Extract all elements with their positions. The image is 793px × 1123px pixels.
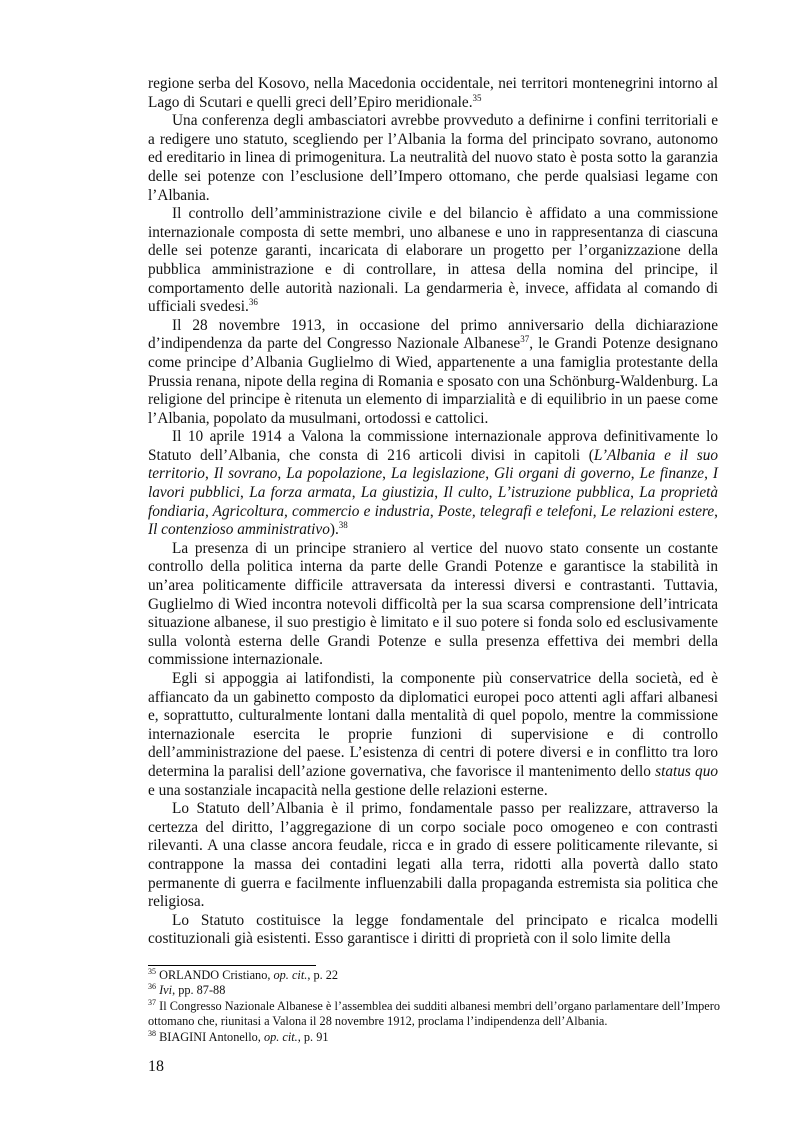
chapter-title: La proprietà fondiaria, Agricoltura, commercio e industria <box>148 484 719 520</box>
chapter-title: Le finanze <box>639 465 705 483</box>
separator: , <box>488 484 498 502</box>
paragraph <box>148 205 718 317</box>
paragraph <box>148 75 718 112</box>
footnote <box>148 983 720 998</box>
chapter-title: Il contenzioso amministrativo <box>148 521 330 539</box>
chapter-title: La giustizia <box>360 484 435 502</box>
paragraph: Lo Statuto costituisce la legge fondamentale del principato e ricalca modelli costituzionali già esistenti. Esso garantisce i diritti di proprietà con il solo limite della <box>148 911 718 948</box>
chapter-title: Poste, telegrafi e telefoni <box>437 502 593 520</box>
chapter-title: I lavori pubblici <box>148 465 718 502</box>
paragraph-text: , le Grandi Potenze designano come principe d’Albania Guglielmo di Wied, appartenente a una famiglia protestante della Prussia renana, nipote della regina di Romania e sposato con una Schönburg-Waldenburg. La religione del principe è ritenuta un elemento di imparzialità e di equilibrio in un paese come l’Albania, popolato da musulmani, ortodossi e cattolici. <box>148 335 718 427</box>
paragraph: Una conferenza degli ambasciatori avrebbe provveduto a definirne i confini territoriali e a redigere uno statuto, scegliendo per l’Albania la forma del principato sovrano, autonomo ed ereditario in linea di primogenitura. La neutralità del nuovo stato è posta sotto la garanzia delle sei potenze con l’esclusione dell’Impero ottomano, che perde qualsiasi legame con l’Albania. <box>148 112 718 204</box>
footnote-text: , p. 22 <box>307 968 339 982</box>
footnote-divider <box>148 965 316 966</box>
separator: , <box>382 465 391 483</box>
footnote-text: , p. 91 <box>297 1029 329 1044</box>
paragraph-text: e una sostanziale incapacità nella gestione delle relazioni esterne. <box>148 781 548 799</box>
separator: , <box>204 465 214 483</box>
chapter-title: Le relazioni estere <box>600 502 715 520</box>
footnote-ref[interactable]: 37 <box>520 334 530 345</box>
footnote-italic: op. cit. <box>263 1029 298 1044</box>
footnote-text: Il Congresso Nazionale Albanese è l’assemblea dei sudditi albanesi membri dell’organo parlamentare dell’Impero ottomano che, riunitasi a Valona il 28 novembre 1912, proclama l’indipendenza dell’Albania. <box>148 998 720 1029</box>
page-number: 18 <box>148 1058 164 1075</box>
separator: , <box>714 502 718 520</box>
chapter-title: La popolazione <box>286 465 383 483</box>
footnote-number: 38 <box>148 1028 156 1038</box>
paragraph-text: regione serba del Kosovo, nella Macedonia occidentale, nei territori montenegrini intorno al Lago di Scutari e quelli greci dell’Epiro meridionale. <box>148 75 718 111</box>
body-text <box>148 75 718 949</box>
chapter-title: L’Albania e il suo territorio <box>148 446 718 483</box>
footnote <box>148 968 720 983</box>
paragraph <box>148 428 718 540</box>
footnote-ref[interactable]: 36 <box>248 297 258 308</box>
footnote <box>148 1030 720 1045</box>
footnote-number: 37 <box>148 997 156 1007</box>
separator: , <box>351 484 361 502</box>
chapter-title: Il sovrano <box>213 465 278 483</box>
chapter-title: L’istruzione pubblica <box>497 484 631 502</box>
paragraph: Lo Statuto dell’Albania è il primo, fondamentale passo per realizzare, attraverso la certezza del diritto, l’aggregazione di un corpo sociale poco omogeneo e con contrasti rilevanti. A una classe ancora feudale, ricca e in grado di essere politicamente rilevante, si contrappone la massa dei contadini legati alla terra, ridotti alla povertà dallo stato permanente di guerra e facilmente influenzabili dalla propaganda estremista sia politica che religiosa. <box>148 800 718 911</box>
chapter-title: La legislazione <box>390 465 486 483</box>
separator: , <box>429 502 438 520</box>
chapter-title: Il culto <box>443 484 489 502</box>
footnote-ref[interactable]: 38 <box>338 520 348 531</box>
paragraph-text: Il 10 aprile 1914 a Valona la commissione internazionale approva definitivamente lo Statuto dell’Albania, che consta di 216 articoli divisi in capitoli ( <box>148 428 718 464</box>
footnote-italic: op. cit. <box>273 968 308 982</box>
footnote <box>148 999 720 1030</box>
chapter-title: Gli organi di governo <box>494 465 631 483</box>
separator: , <box>592 502 601 520</box>
chapter-title: La forza armata <box>249 484 352 502</box>
separator: , <box>485 465 494 483</box>
paragraph <box>148 670 718 800</box>
separator: , <box>704 465 713 483</box>
italic-term: status quo <box>655 762 718 780</box>
closing-punct: ). <box>329 521 339 539</box>
paragraph-text: Il 28 novembre 1913, in occasione del primo anniversario della dichiarazione d’indipendenza da parte del Congresso Nazionale Albanese <box>148 316 718 353</box>
footnotes <box>148 968 720 1045</box>
footnote-text: , pp. 87-88 <box>172 983 226 998</box>
paragraph-text: Egli si appoggia ai latifondisti, la componente più conservatrice della società, ed è affiancato da un gabinetto composto da diplomatici europei poco attenti agli affari albanesi e, soprattutto, culturalmente lontani dalla mentalità di quel popolo, mentre la commissione internazionale esercita le proprie funzioni di supervisione e di controllo dell’amministrazione del paese. L’esistenza di centri di potere diversi e in conflitto tra loro determina la paralisi dell’azione governativa, che favorisce il mantenimento dello <box>148 670 718 780</box>
footnote-text: BIAGINI Antonello, <box>156 1029 264 1044</box>
separator: , <box>630 484 640 502</box>
separator: , <box>240 484 250 502</box>
footnote-ref[interactable]: 35 <box>472 92 482 103</box>
paragraph <box>148 317 718 429</box>
separator: , <box>434 484 444 502</box>
footnote-number: 36 <box>148 982 156 992</box>
separator: , <box>277 465 287 483</box>
paragraph-text: Il controllo dell’amministrazione civile e del bilancio è affidato a una commissione internazionale composta di sette membri, uno albanese e uno in rappresentanza di ciascuna delle sei potenze garanti, incaricata di elaborare un progetto per l’organizzazione della pubblica amministrazione e di controllare, in attesa della nomina del principe, il comportamento delle autorità nazionali. La gendarmeria è, invece, affidata al comando di ufficiali svedesi. <box>148 205 718 316</box>
footnote-text: ORLANDO Cristiano, <box>156 968 274 982</box>
footnote-number: 35 <box>148 966 156 976</box>
footnote-italic: Ivi <box>159 983 173 998</box>
separator: , <box>630 465 640 483</box>
paragraph: La presenza di un principe straniero al vertice del nuovo stato consente un costante controllo della politica interna da parte delle Grandi Potenze e garantisce la stabilità in un’area politicamente difficile attraversata da interessi diversi e contrastanti. Tuttavia, Guglielmo di Wied incontra notevoli difficoltà per la sua scarsa comprensione dell’intricata situazione albanese, il suo prestigio è limitato e il suo potere si fonda solo ed esclusivamente sulla volontà esterna delle Grandi Potenze e sulla presenza effettiva dei membri della commissione internazionale. <box>148 539 718 669</box>
